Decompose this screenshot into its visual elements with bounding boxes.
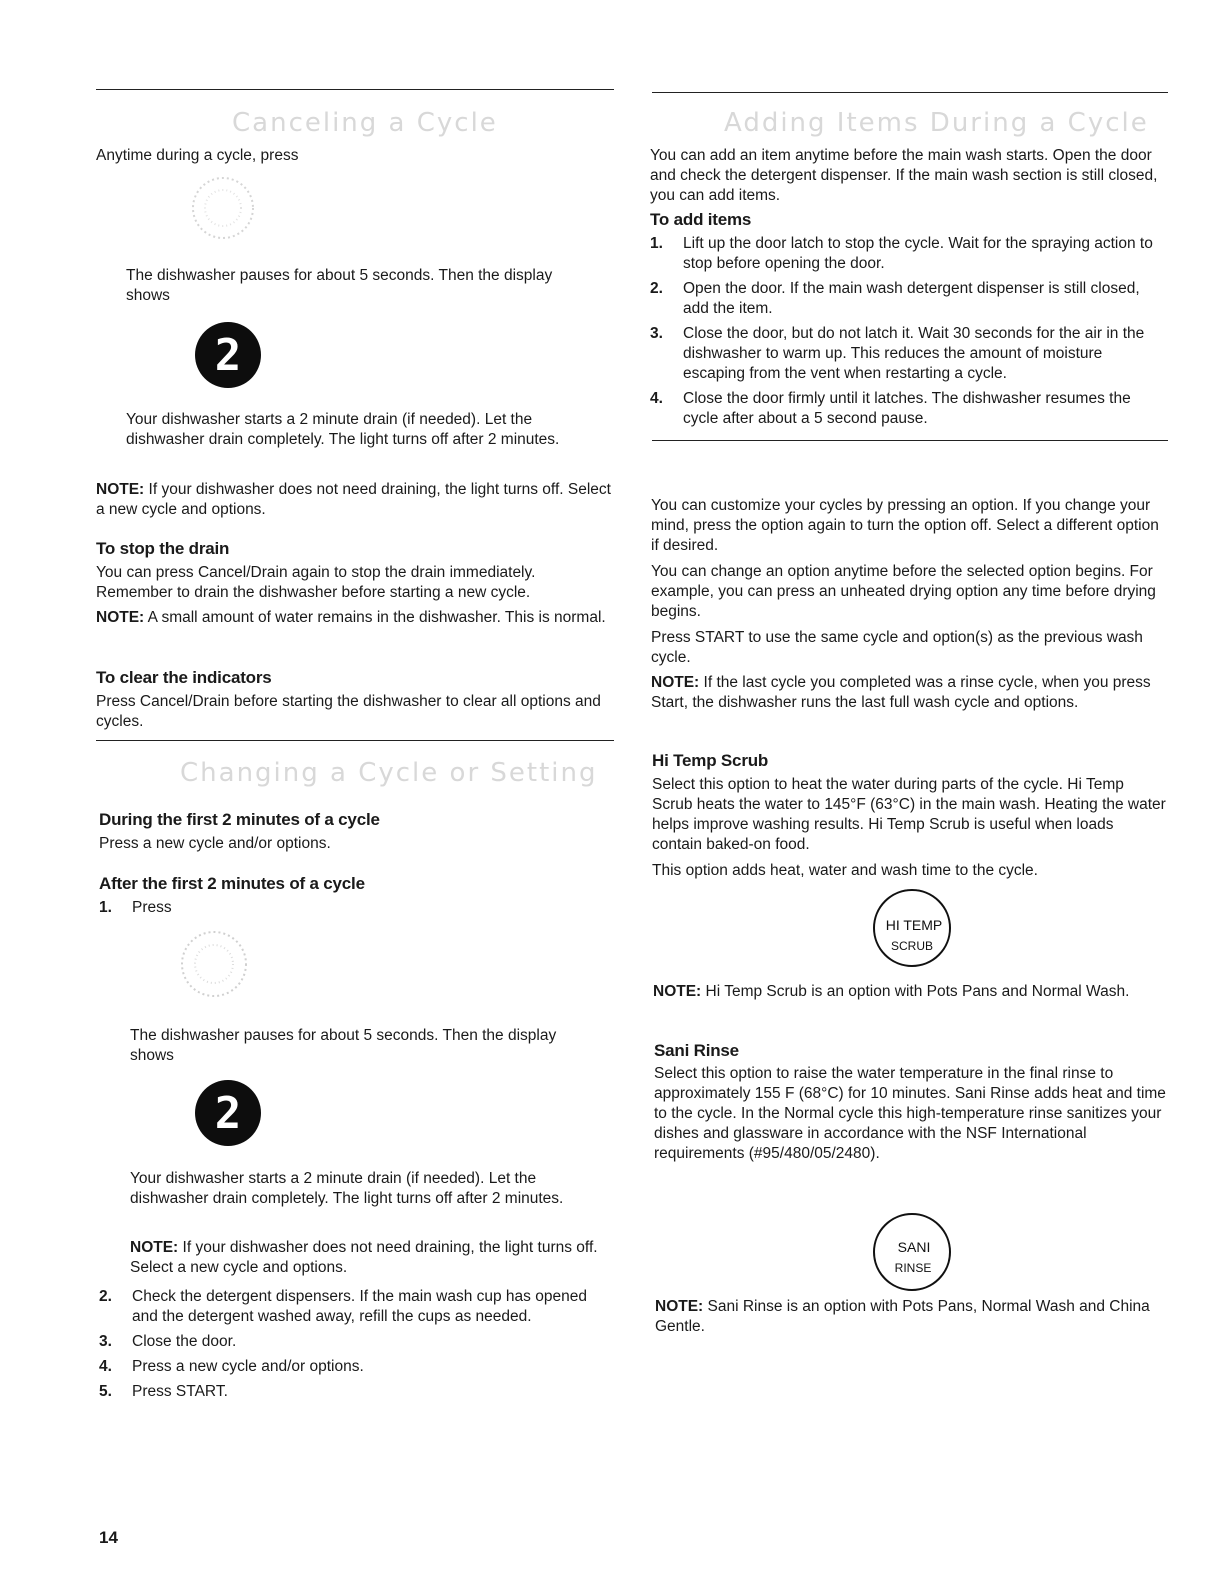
clear-indicators-text: Press Cancel/Drain before starting the dishwasher to clear all options and cycles. [96,693,601,730]
cancel-intro: Anytime during a cycle, press [96,147,299,164]
list-item [650,324,1165,384]
page-number: 14 [99,1528,118,1547]
step-text: Close the door, but do not latch it. Wait 30 seconds for the air in the dishwasher to warm up. This reduces the amount of moisture escaping from the vent when restarting a cycle. [683,325,1145,382]
first-two-text: Press a new cycle and/or options. [99,835,331,852]
sani-rinse-text: Select this option to raise the water temperature in the final rinse to approximately 155 F (68°C) for 10 minutes. Sani Rinse adds heat and time to the cycle. In the Normal cycle this high-temperature rinse sanitizes your dishes and glassware in accordance with the NSF International requirements (#95/480/05/2480). [654,1065,1166,1162]
sani-rinse-note [655,1297,1170,1337]
note-text: Sani Rinse is an option with Pots Pans, Normal Wash and China Gentle. [655,1298,1150,1335]
add-items-steps [650,234,1165,434]
section-heading-adding: Adding Items During a Cycle [724,108,1149,138]
after-pause-text: The dishwasher pauses for about 5 seconds. Then the display shows [130,1027,557,1064]
hi-temp-title: Hi Temp Scrub [652,751,769,770]
list-item [99,1332,604,1352]
options-note [651,673,1166,713]
note-text: Hi Temp Scrub is an option with Pots Pans and Normal Wash. [705,983,1130,1000]
step-number: 5. [99,1383,112,1400]
hi-temp-text: Select this option to heat the water during parts of the cycle. Hi Temp Scrub heats the water to 145°F (63°C) in the main wash. Heating the water helps improve washing results. Hi Temp Scrub is useful when loads contain baked-on food. [652,776,1166,853]
step-text: Close the door. [132,1333,237,1350]
note-text: A small amount of water remains in the dishwasher. This is normal. [147,609,606,626]
note-label: NOTE: [96,481,145,498]
drain-display-digit: 2 [214,1087,242,1139]
top-rule-left [96,89,614,90]
sani-rinse-button-icon [870,1210,954,1294]
hi-temp-note [653,982,1168,1002]
step-number: 3. [650,325,663,342]
step-text: Press [132,899,172,916]
note-label: NOTE: [130,1239,179,1256]
stop-drain-note [96,608,616,628]
cancel-drain-button-icon-2 [168,926,264,1006]
step-number: 4. [650,390,663,407]
after-two-title: After the first 2 minutes of a cycle [99,874,365,893]
step-number: 2. [650,280,663,297]
section-heading-changing: Changing a Cycle or Setting [180,758,598,788]
cancel-drain-button-icon [178,170,268,248]
note-label: NOTE: [655,1298,704,1315]
list-item [99,898,599,918]
options-p1: You can customize your cycles by pressing an option. If you change your mind, press the option again to turn the option off. Select a different option if desired. [651,497,1159,554]
options-p3: Press START to use the same cycle and option(s) as the previous wash cycle. [651,629,1143,666]
stop-drain-text: You can press Cancel/Drain again to stop the drain immediately. Remember to drain the dishwasher before starting a new cycle. [96,564,536,601]
step-text: Press START. [132,1383,228,1400]
note-label: NOTE: [653,983,702,1000]
after-two-steps [99,1287,604,1407]
stop-drain-title: To stop the drain [96,539,230,558]
section-heading-canceling: Canceling a Cycle [232,108,498,138]
after-two-step1 [99,898,599,923]
badge-line1: SANI [897,1239,931,1255]
cancel-pause-text: The dishwasher pauses for about 5 seconds. Then the display shows [126,267,553,304]
drain-display-icon-2 [195,1080,261,1146]
cancel-note [96,480,616,520]
list-item [99,1287,604,1327]
hi-temp-scrub-button-icon [870,886,954,970]
add-intro: You can add an item anytime before the main wash starts. Open the door and check the detergent dispenser. If the main wash section is still closed, you can add items. [650,147,1158,204]
note-text: If your dishwasher does not need draining, the light turns off. Select a new cycle and options. [96,481,611,518]
note-text: If your dishwasher does not need draining, the light turns off. Select a new cycle and options. [130,1239,598,1276]
step-text: Check the detergent dispensers. If the main wash cup has opened and the detergent washed away, refill the cups as needed. [132,1288,587,1325]
step-text: Close the door firmly until it latches. The dishwasher resumes the cycle after about a 5 second pause. [683,390,1131,427]
step-number: 1. [650,235,663,252]
step-text: Open the door. If the main wash detergent dispenser is still closed, add the item. [683,280,1140,317]
list-item [650,389,1165,429]
list-item [99,1357,604,1377]
badge-line2: RINSE [894,1261,932,1275]
step-number: 3. [99,1333,112,1350]
first-two-title: During the first 2 minutes of a cycle [99,810,380,829]
list-item [650,279,1165,319]
badge-line2: SCRUB [890,939,934,953]
list-item [99,1382,604,1402]
drain-display-digit: 2 [214,329,242,381]
badge-line1: HI TEMP [885,917,943,933]
options-p2: You can change an option anytime before the selected option begins. For example, you can press an unheated drying option any time before drying begins. [651,563,1156,620]
sani-rinse-title: Sani Rinse [654,1041,739,1060]
step-text: Press a new cycle and/or options. [132,1358,364,1375]
mid-rule-right [652,440,1168,441]
drain-display-icon [195,322,261,388]
step-number: 1. [99,899,112,916]
cancel-drain-text: Your dishwasher starts a 2 minute drain (if needed). Let the dishwasher drain completely. The light turns off after 2 minutes. [126,411,560,448]
after-drain-text: Your dishwasher starts a 2 minute drain (if needed). Let the dishwasher drain completely. The light turns off after 2 minutes. [130,1170,564,1207]
step-text: Lift up the door latch to stop the cycle. Wait for the spraying action to stop before opening the door. [683,235,1153,272]
top-rule-right [652,92,1168,93]
hi-temp-text2: This option adds heat, water and wash time to the cycle. [652,862,1038,879]
clear-indicators-title: To clear the indicators [96,668,272,687]
note-label: NOTE: [96,609,145,626]
note-label: NOTE: [651,674,700,691]
note-text: If the last cycle you completed was a rinse cycle, when you press Start, the dishwasher runs the last full wash cycle and options. [651,674,1151,711]
step-number: 4. [99,1358,112,1375]
list-item [650,234,1165,274]
mid-rule-left [96,740,614,741]
step-number: 2. [99,1288,112,1305]
add-items-title: To add items [650,210,752,229]
after-note [130,1238,610,1278]
